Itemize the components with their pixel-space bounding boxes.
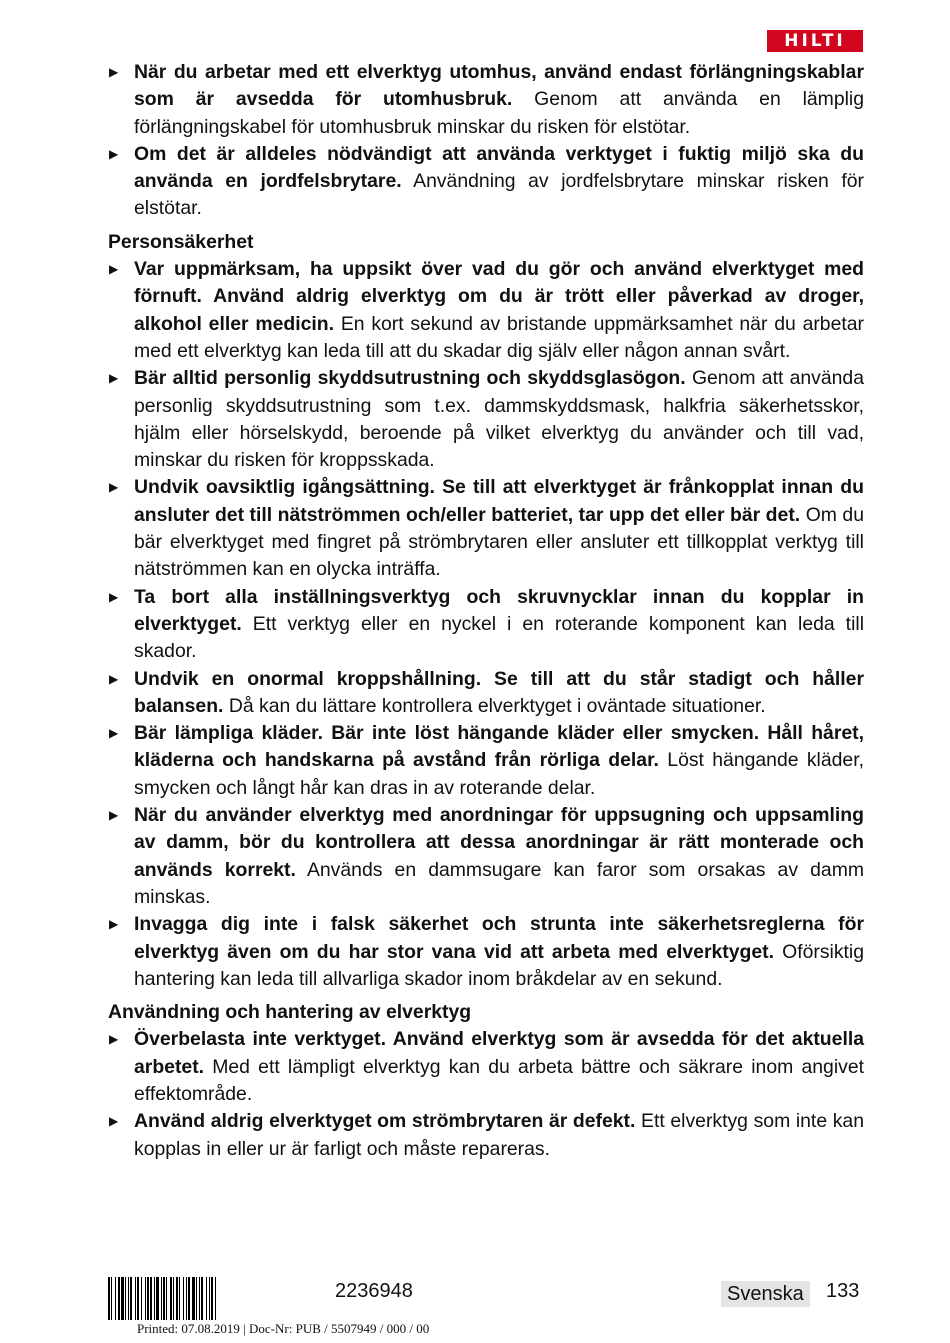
barcode-bar [111, 1277, 112, 1320]
item-bold: Överbelasta inte verktyget. Använd elverktyg som är avsedda för det aktuella arbetet. [134, 1028, 864, 1078]
doc-number: 2236948 [335, 1280, 413, 1302]
barcode-bar [130, 1277, 132, 1320]
document-body [108, 59, 864, 1163]
item-text: Ett elverktyg som inte kan kopplas in eller ur är farligt och måste repareras. [134, 1110, 864, 1160]
barcode-bar [118, 1277, 120, 1320]
barcode-bar [173, 1277, 174, 1320]
language-label: Svenska [721, 1281, 810, 1307]
barcode-bar [154, 1277, 155, 1320]
item-bold: När du använder elverktyg med anordningar för uppsugning och uppsamling av damm, bör du kontrollera att dessa anordningar är rätt monterade och används korrekt. [134, 804, 864, 881]
logo-text: HILTI [784, 30, 846, 51]
item-text: Löst hängande kläder, smycken och långt hår kan dras in av roterande delar. [134, 749, 864, 799]
list-item [108, 802, 864, 911]
item-text: Oförsiktig hantering kan leda till allvarliga skador inom bråkdelar av en sekund. [134, 940, 864, 990]
item-text: En kort sekund av bristande uppmärksamhet när du arbetar med ett elverktyg kan leda till att du skadar dig själv eller någon annan svårt. [134, 312, 865, 362]
item-bold: Undvik oavsiktlig igångsättning. Se till att elverktyget är frånkopplat innan du ansluter det till nätströmmen och/eller batteriet, tar upp det eller bär det. [134, 476, 864, 526]
barcode-bar [176, 1277, 178, 1320]
barcode-bar [206, 1277, 207, 1320]
bullet-icon: ▶ [109, 371, 119, 386]
barcode [108, 1277, 315, 1320]
item-bold: Bär alltid personlig skyddsutrustning och skyddsglasögon. [134, 367, 686, 390]
section-heading: Personsäkerhet [108, 230, 254, 253]
barcode-bar [125, 1277, 126, 1320]
bullet-icon: ▶ [109, 917, 119, 932]
barcode-bar [128, 1277, 129, 1320]
barcode-bar [199, 1277, 200, 1320]
barcode-bar [209, 1277, 210, 1320]
barcode-bar [211, 1277, 213, 1320]
barcode-bar [192, 1277, 195, 1320]
item-text: Genom att använda en lämplig förlängningskabel för utomhusbruk minskar du risken för elstötar. [134, 88, 865, 138]
item-bold: Invagga dig inte i falsk säkerhet och strunta inte säkerhetsreglerna för elverktyg även om du har stor vana vid att arbeta med elverktyget. [134, 913, 864, 963]
barcode-bar [141, 1277, 142, 1320]
item-text: Om du bär elverktyget med fingret på strömbrytaren eller ansluter ett tillkopplat verktyg till nätströmmen kan en olycka inträffa. [134, 503, 865, 581]
barcode-bar [201, 1277, 203, 1320]
barcode-bar [145, 1277, 146, 1320]
item-text: Genom att använda personlig skyddsutrustning som t.ex. dammskyddsmask, halkfria säkerhetsskor, hjälm eller hörselskydd, beroende på vilket elverktyg du använder och till vad, minskar du risken för kroppsskada. [134, 367, 864, 472]
list-item [108, 1108, 864, 1163]
bullet-icon: ▶ [109, 480, 119, 495]
barcode-bar [188, 1277, 190, 1320]
barcode-bar [170, 1277, 172, 1320]
barcode-bar [161, 1277, 162, 1320]
list-item [108, 584, 864, 666]
item-text: Används en dammsugare kan faror som orsakas av damm minskas. [134, 858, 864, 908]
barcode-bar [135, 1277, 136, 1320]
barcode-bar [156, 1277, 159, 1320]
list-item [108, 256, 864, 365]
barcode-bar [108, 1277, 110, 1320]
item-bold: Undvik en onormal kroppshållning. Se till att du står stadigt och håller balansen. [134, 667, 864, 717]
list-item [108, 720, 864, 802]
bullet-icon: ▶ [109, 65, 119, 79]
barcode-bar [186, 1277, 187, 1320]
bullet-icon: ▶ [109, 671, 119, 686]
item-bold: Ta bort alla inställningsverktyg och skruvnycklar innan du kopplar in elverktyget. [134, 585, 864, 635]
barcode-bar [163, 1277, 165, 1320]
item-bold: Använd aldrig elverktyget om strömbrytaren är defekt. [134, 1110, 636, 1133]
list-item [108, 474, 864, 583]
hilti-logo [767, 30, 863, 52]
barcode-bar [196, 1277, 197, 1320]
list-item [108, 59, 864, 141]
barcode-bar [147, 1277, 149, 1320]
barcode-bar [215, 1277, 216, 1320]
page-number: 133 [826, 1280, 860, 1302]
item-text: Med ett lämpligt elverktyg kan du arbeta bättre och säkrare inom angivet effektområde. [134, 1055, 864, 1105]
item-bold: Var uppmärksam, ha uppsikt över vad du gör och använd elverktyget med förnuft. Använd aldrig elverktyg om du är trött eller påverkad av droger, alkohol eller medicin. [134, 258, 864, 335]
barcode-bar [121, 1277, 124, 1320]
bullet-icon: ▶ [109, 262, 119, 277]
barcode-bar [115, 1277, 116, 1320]
list-item [108, 141, 864, 223]
item-text: Ett verktyg eller en nyckel i en roterande komponent kan leda till skador. [134, 612, 864, 663]
bullet-icon: ▶ [109, 808, 119, 823]
bullet-icon: ▶ [109, 146, 119, 161]
item-text: Användning av jordfelsbrytare minskar risken för elstötar. [134, 170, 864, 220]
bullet-icon: ▶ [109, 726, 119, 741]
item-bold: När du arbetar med ett elverktyg utomhus, använd endast förlängningskablar som är avsedda för utomhusbruk. [134, 61, 864, 111]
barcode-bar [150, 1277, 152, 1320]
printed-info: Printed: 07.08.2019 | Doc-Nr: PUB / 5507949 / 000 / 00 [137, 1321, 430, 1336]
item-text: Då kan du lättare kontrollera elverktyget i oväntade situationer. [228, 694, 766, 717]
bullet-icon: ▶ [109, 1032, 119, 1047]
item-bold: Bär lämpliga kläder. Bär inte löst hängande kläder eller smycken. Håll håret, kläderna och handskarna på avstånd från rörliga delar. [134, 722, 864, 772]
barcode-bar [166, 1277, 167, 1320]
section-heading: Användning och hantering av elverktyg [108, 1001, 472, 1024]
bullet-icon: ▶ [109, 589, 119, 604]
list-item [108, 911, 864, 993]
barcode-bar [137, 1277, 139, 1320]
list-item [108, 365, 864, 474]
list-item [108, 1026, 864, 1108]
bullet-icon: ▶ [109, 1114, 119, 1129]
list-item [108, 666, 864, 721]
barcode-bar [183, 1277, 184, 1320]
item-bold: Om det är alldeles nödvändigt att använda verktyget i fuktig miljö ska du använda en jordfelsbrytare. [134, 142, 864, 193]
barcode-bar [179, 1277, 180, 1320]
